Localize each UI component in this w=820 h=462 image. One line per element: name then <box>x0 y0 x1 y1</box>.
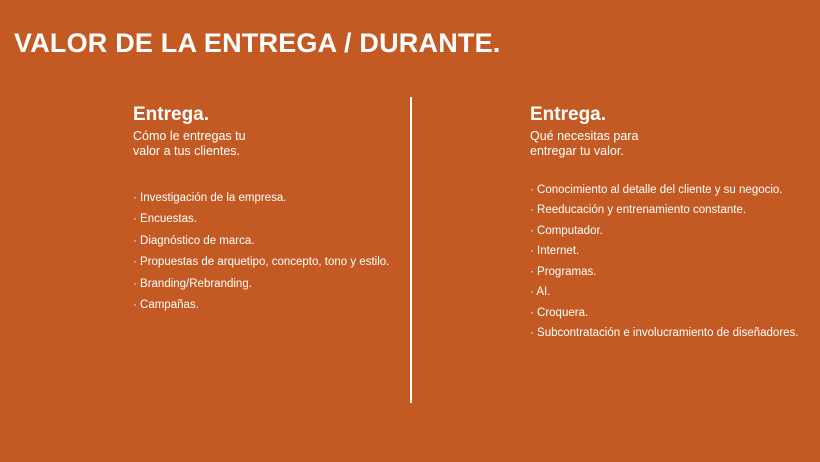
bullet-item: · Internet. <box>530 245 580 258</box>
bullet-item: · Computador. <box>530 224 603 237</box>
column-left-subtitle <box>133 129 403 159</box>
column-right-bullet-list <box>530 184 815 340</box>
bullet-item: · Subcontratación e involucramiento de diseñadores. <box>530 327 799 340</box>
column-right-subtitle <box>530 129 815 159</box>
bullet-item: · Diagnóstico de marca. <box>133 234 255 247</box>
column-right <box>530 105 815 348</box>
bullet-item: · Encuestas. <box>133 213 197 226</box>
bullet-item: · Campañas. <box>133 299 199 312</box>
column-left-bullet-list <box>133 192 403 312</box>
bullet-item: · AI. <box>530 286 551 299</box>
column-left <box>133 105 403 321</box>
bullet-item: · Conocimiento al detalle del cliente y su negocio. <box>530 183 783 196</box>
bullet-item: · Propuestas de arquetipo, concepto, tono y estilo. <box>133 256 390 269</box>
bullet-item: · Programas. <box>530 265 597 278</box>
subtitle-line: valor a tus clientes. <box>133 143 240 158</box>
column-divider <box>410 97 412 403</box>
column-left-heading: Entrega. <box>133 104 210 125</box>
bullet-item: · Croquera. <box>530 306 589 319</box>
bullet-item: · Branding/Rebranding. <box>133 277 252 290</box>
subtitle-line: Qué necesitas para <box>530 128 639 143</box>
subtitle-line: Cómo le entregas tu <box>133 128 246 143</box>
column-right-heading: Entrega. <box>530 104 607 125</box>
subtitle-line: entregar tu valor. <box>530 143 624 158</box>
bullet-item: · Reeducación y entrenamiento constante. <box>530 204 747 217</box>
bullet-item: · Investigación de la empresa. <box>133 191 287 204</box>
slide-title: VALOR DE LA ENTREGA / DURANTE. <box>14 28 501 58</box>
